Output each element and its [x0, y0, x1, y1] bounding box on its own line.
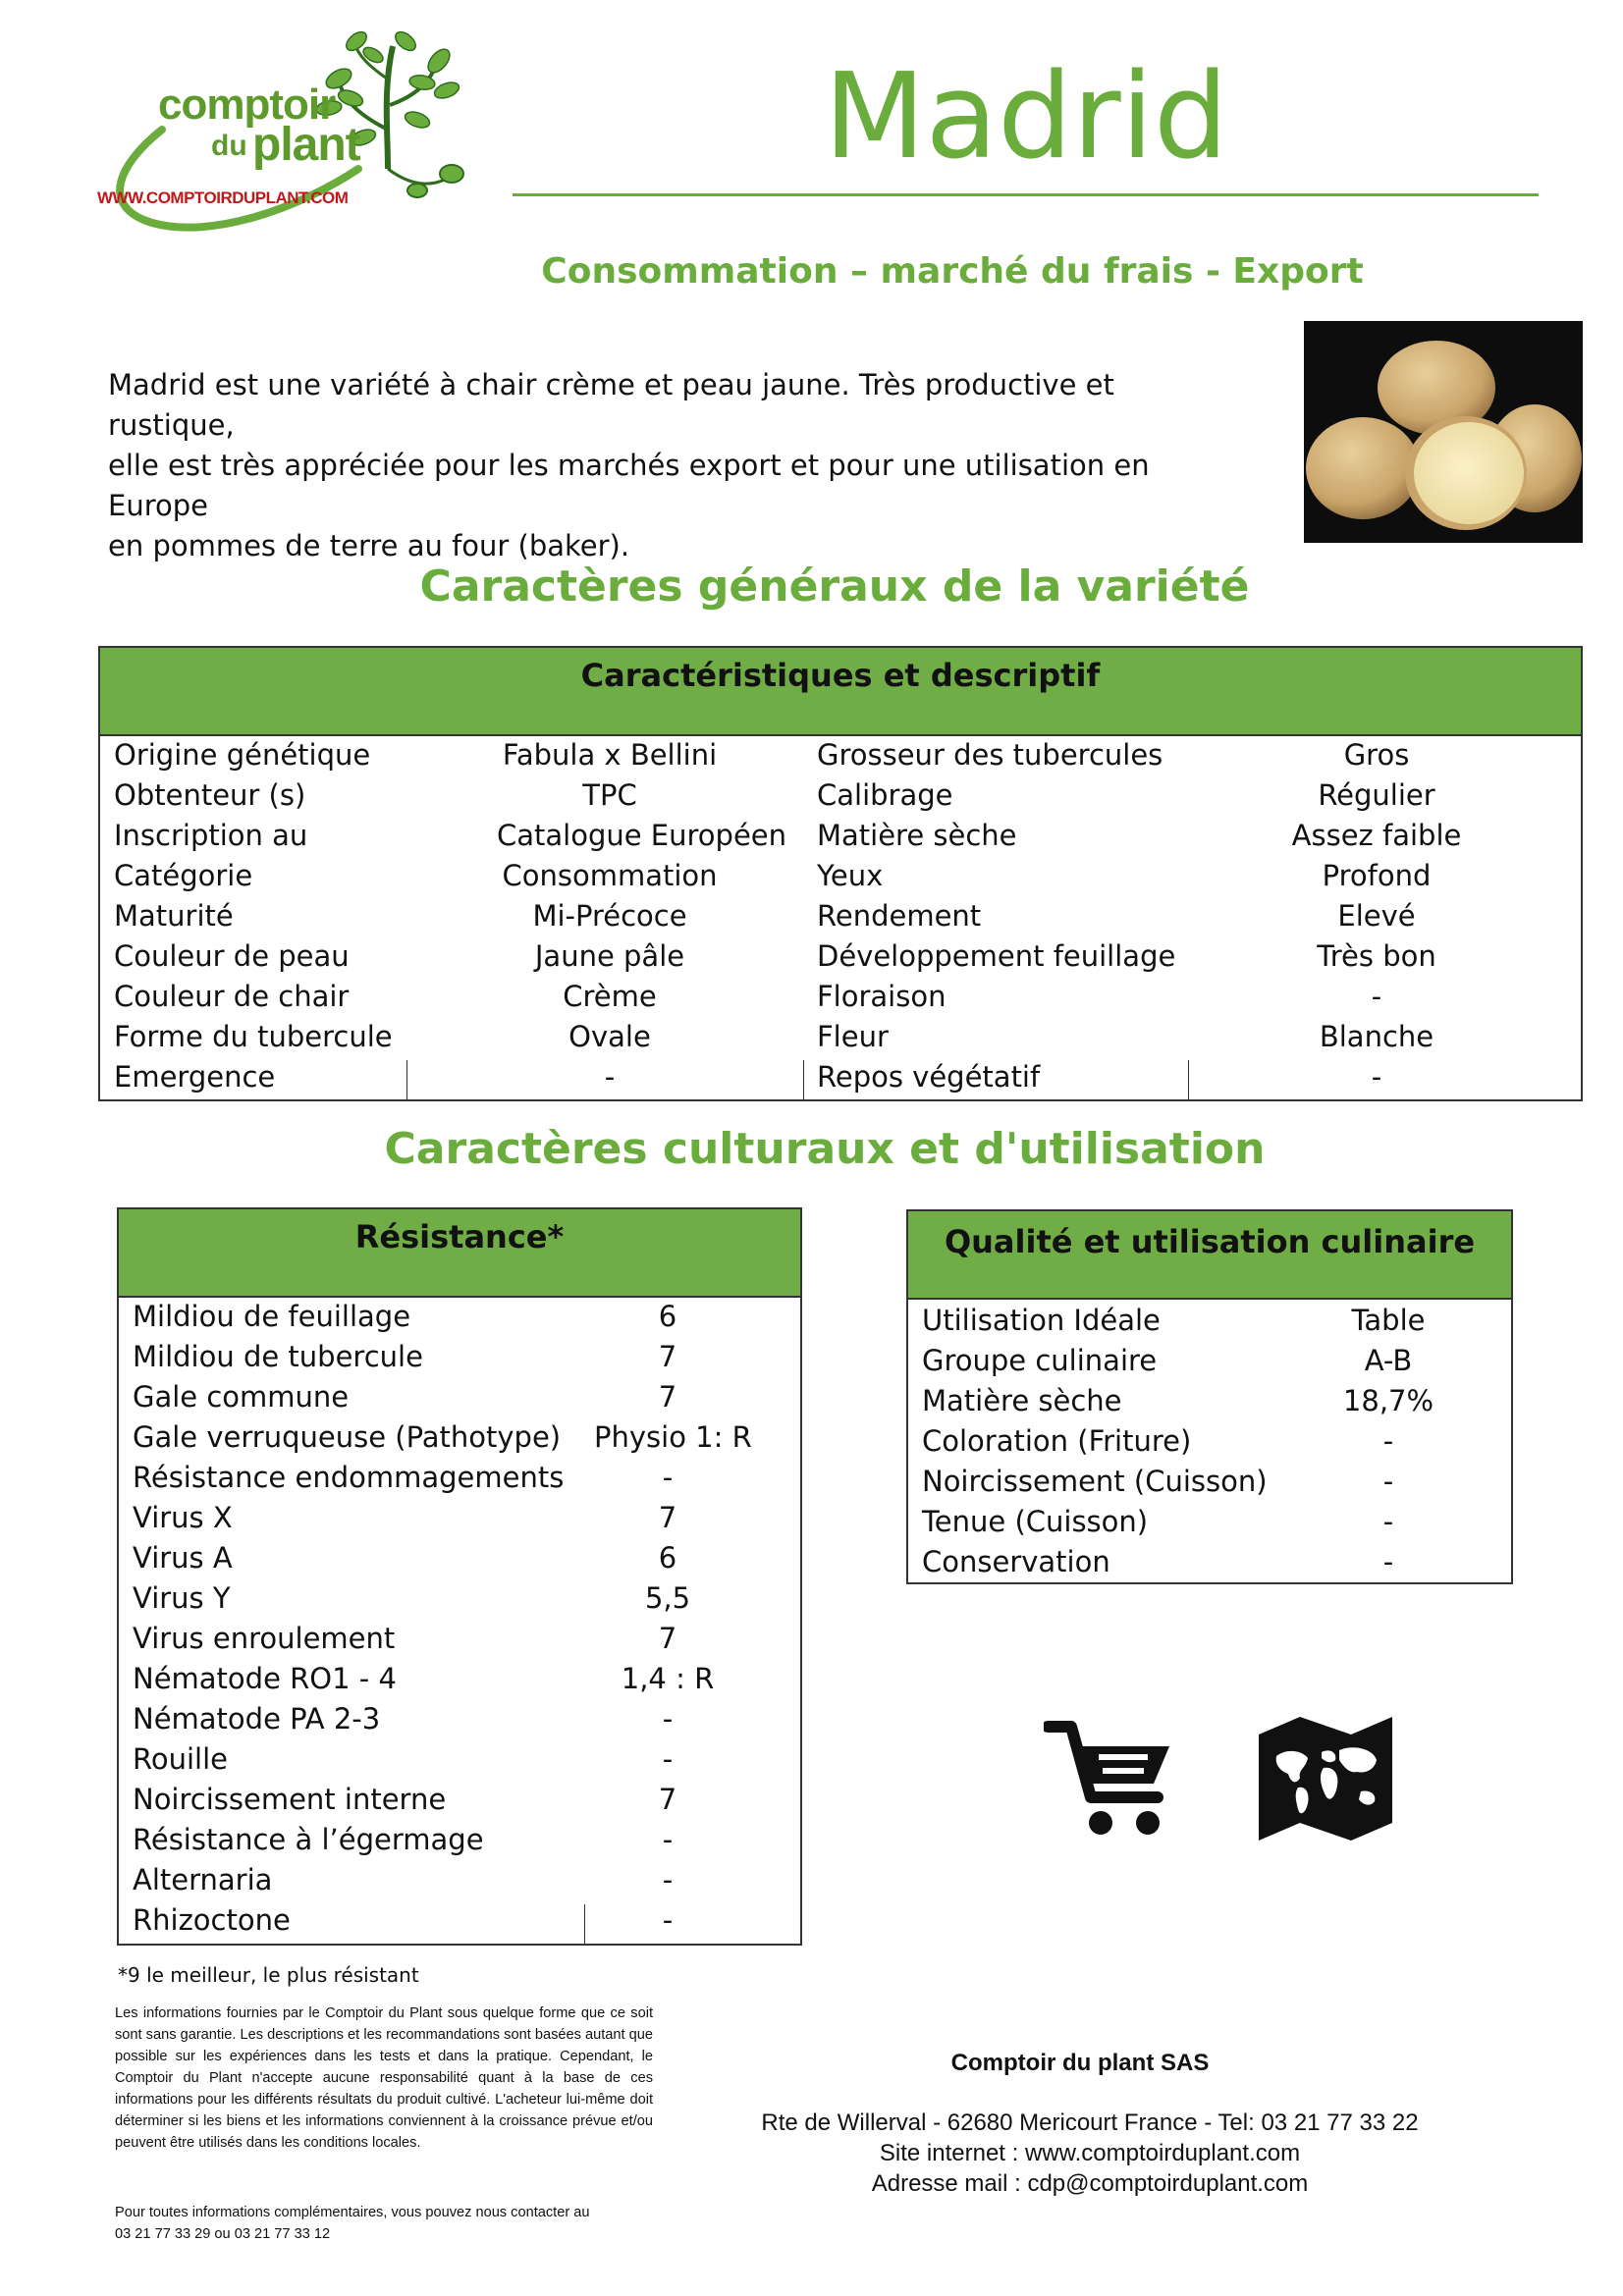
table-row — [817, 1020, 1573, 1060]
row-value: 1,4 : R — [621, 1662, 715, 1695]
contact-note — [115, 2202, 665, 2245]
row-label: Groupe culinaire — [922, 1344, 1158, 1377]
row-value: - — [604, 1060, 616, 1094]
row-value: - — [662, 1823, 674, 1856]
section-heading-general: Caractères généraux de la variété — [419, 561, 1250, 612]
row-value: 6 — [658, 1541, 677, 1575]
table-row — [922, 1545, 1501, 1585]
page-title: Madrid — [823, 49, 1229, 186]
page-subtitle: Consommation – marché du frais - Export — [541, 251, 1364, 292]
resistance-table-body — [133, 1300, 790, 1944]
table-row — [114, 738, 801, 778]
table-row — [114, 859, 801, 899]
company-contact-block — [687, 2108, 1492, 2199]
row-value: Crème — [563, 980, 657, 1013]
row-value: - — [662, 1702, 674, 1735]
row-value: Catalogue Européen — [497, 819, 787, 852]
table-row — [133, 1501, 790, 1541]
row-label: Résistance endommagements — [133, 1461, 565, 1494]
logo-url: WWW.COMPTOIRDUPLANT.COM — [97, 188, 349, 207]
row-label: Développement feuillage — [817, 939, 1176, 973]
row-value: - — [662, 1742, 674, 1776]
table-row — [133, 1863, 790, 1903]
row-value: 6 — [658, 1300, 677, 1333]
table-row — [922, 1344, 1501, 1384]
table-row — [133, 1541, 790, 1581]
row-label: Calibrage — [817, 778, 953, 812]
row-label: Forme du tubercule — [114, 1020, 393, 1053]
section-heading-cultural: Caractères culturaux et d'utilisation — [384, 1124, 1266, 1174]
culinary-quality-table — [906, 1209, 1513, 1584]
row-label: Nématode PA 2-3 — [133, 1702, 381, 1735]
row-value: 7 — [658, 1783, 677, 1816]
table-row — [133, 1420, 790, 1461]
row-value: - — [1382, 1465, 1394, 1498]
general-characteristics-table — [98, 646, 1583, 1101]
row-label: Noircissement interne — [133, 1783, 447, 1816]
row-label: Rouille — [133, 1742, 228, 1776]
table-row — [133, 1903, 790, 1944]
row-label: Couleur de peau — [114, 939, 350, 973]
row-label: Inscription au — [114, 819, 308, 852]
table-row — [114, 980, 801, 1020]
row-label: Obtenteur (s) — [114, 778, 306, 812]
row-label: Noircissement (Cuisson) — [922, 1465, 1268, 1498]
row-value: Assez faible — [1291, 819, 1462, 852]
table-row — [817, 819, 1573, 859]
row-value: Ovale — [568, 1020, 651, 1053]
logo-word-plant: plant — [252, 119, 360, 171]
table-row — [133, 1622, 790, 1662]
logo-word-comptoir: comptoir — [158, 80, 336, 129]
table-row — [922, 1384, 1501, 1424]
disclaimer-text: Les informations fournies par le Comptoir du Plant sous quelque forme que ce soit sont sans garantie. Les descriptions et les recommandations sont basées autant que possible sur les expériences dans les tests et dans la pratique. Cependant, le Comptoir du Plant n'accepte aucune responsabilité quant à la base de ces informations pour les différents résultats du produit cultivé. L'acheteur lui-même doit déterminer si les biens et les informations conviennent à la croissance prévue et/ou peuvent être utilisés dans les conditions locales. — [115, 2005, 653, 2151]
table-row — [133, 1783, 790, 1823]
table-row — [922, 1465, 1501, 1505]
table-row — [133, 1662, 790, 1702]
row-label: Mildiou de tubercule — [133, 1340, 423, 1373]
row-label: Floraison — [817, 980, 947, 1013]
row-label: Virus X — [133, 1501, 233, 1534]
row-value: - — [662, 1903, 674, 1937]
table-row — [114, 939, 801, 980]
cart-icon — [1044, 1713, 1181, 1845]
row-value: 7 — [658, 1501, 677, 1534]
row-label: Repos végétatif — [817, 1060, 1041, 1094]
general-right-column — [817, 738, 1573, 1100]
row-value: Table — [1351, 1304, 1426, 1337]
row-label: Origine génétique — [114, 738, 371, 772]
row-value: - — [1382, 1505, 1394, 1538]
row-value: 7 — [658, 1622, 677, 1655]
table-row — [133, 1340, 790, 1380]
row-label: Résistance à l’égermage — [133, 1823, 484, 1856]
row-label: Catégorie — [114, 859, 253, 892]
row-value: Jaune pâle — [534, 939, 685, 973]
column-divider — [803, 1060, 804, 1099]
row-label: Mildiou de feuillage — [133, 1300, 411, 1333]
column-divider — [1188, 1060, 1189, 1099]
description-line: elle est très appréciée pour les marchés export et pour une utilisation en Europe — [108, 449, 1150, 522]
row-label: Grosseur des tubercules — [817, 738, 1163, 772]
table-row — [133, 1823, 790, 1863]
table-row — [133, 1380, 790, 1420]
row-label: Gale commune — [133, 1380, 350, 1414]
company-address: Rte de Willerval - 62680 Mericourt France - Tel: 03 21 77 33 22 — [761, 2109, 1419, 2136]
row-label: Matière sèche — [922, 1384, 1122, 1417]
row-value: 5,5 — [644, 1581, 691, 1615]
row-value: Physio 1: R — [594, 1420, 752, 1454]
potato-photo — [1304, 321, 1583, 543]
table-row — [817, 939, 1573, 980]
table-row — [817, 899, 1573, 939]
row-value: Profond — [1322, 859, 1432, 892]
table-row — [114, 1020, 801, 1060]
row-value: - — [662, 1461, 674, 1494]
row-value: - — [662, 1863, 674, 1896]
resistance-table — [117, 1207, 802, 1946]
row-value: Gros — [1343, 738, 1410, 772]
general-left-column — [114, 738, 801, 1100]
table-row — [922, 1304, 1501, 1344]
table-row — [114, 1060, 801, 1100]
resistance-footnote: *9 le meilleur, le plus résistant — [118, 1963, 419, 1987]
quality-table-body — [922, 1304, 1501, 1585]
table-row — [133, 1742, 790, 1783]
row-label: Utilisation Idéale — [922, 1304, 1161, 1337]
row-label: Rhizoctone — [133, 1903, 291, 1937]
table-row — [133, 1300, 790, 1340]
table-row — [817, 980, 1573, 1020]
row-value: Mi-Précoce — [532, 899, 687, 933]
row-value: Blanche — [1319, 1020, 1434, 1053]
world-map-icon — [1255, 1713, 1397, 1845]
row-label: Matière sèche — [817, 819, 1017, 852]
row-label: Gale verruqueuse (Pathotype) — [133, 1420, 562, 1454]
table-header: Résistance* — [119, 1209, 800, 1298]
row-value: - — [1371, 1060, 1382, 1094]
row-value: 7 — [658, 1340, 677, 1373]
row-label: Couleur de chair — [114, 980, 350, 1013]
table-row — [114, 778, 801, 819]
row-label: Virus A — [133, 1541, 233, 1575]
row-label: Rendement — [817, 899, 982, 933]
row-value: TPC — [582, 778, 637, 812]
row-label: Coloration (Friture) — [922, 1424, 1192, 1458]
row-value: Fabula x Bellini — [502, 738, 718, 772]
company-email[interactable]: Adresse mail : cdp@comptoirduplant.com — [871, 2170, 1309, 2197]
row-label: Yeux — [817, 859, 884, 892]
row-label: Emergence — [114, 1060, 276, 1094]
row-value: - — [1382, 1545, 1394, 1578]
column-divider — [406, 1060, 407, 1099]
row-label: Conservation — [922, 1545, 1110, 1578]
description-line: Madrid est une variété à chair crème et peau jaune. Très productive et rustique, — [108, 368, 1114, 442]
row-value: Très bon — [1317, 939, 1436, 973]
row-label: Maturité — [114, 899, 234, 933]
row-label: Virus enroulement — [133, 1622, 396, 1655]
table-row — [133, 1702, 790, 1742]
row-label: Fleur — [817, 1020, 889, 1053]
table-row — [133, 1461, 790, 1501]
table-row — [817, 1060, 1573, 1100]
table-row — [817, 859, 1573, 899]
contact-note-line: Pour toutes informations complémentaires, vous pouvez nous contacter au — [115, 2205, 590, 2220]
row-value: A-B — [1364, 1344, 1413, 1377]
logo-word-du: du — [211, 130, 247, 162]
variety-description — [108, 365, 1198, 566]
description-line: en pommes de terre au four (baker). — [108, 529, 630, 562]
title-divider — [513, 193, 1539, 196]
row-value: Elevé — [1337, 899, 1416, 933]
company-logo — [93, 22, 506, 252]
row-label: Nématode RO1 - 4 — [133, 1662, 397, 1695]
table-row — [114, 819, 801, 859]
column-divider — [584, 1904, 585, 1944]
company-website[interactable]: Site internet : www.comptoirduplant.com — [879, 2140, 1301, 2166]
table-row — [922, 1505, 1501, 1545]
table-header: Caractéristiques et descriptif — [100, 648, 1581, 736]
contact-note-phones: 03 21 77 33 29 ou 03 21 77 33 12 — [115, 2226, 331, 2242]
row-value: 7 — [658, 1380, 677, 1414]
row-value: Régulier — [1318, 778, 1435, 812]
company-name: Comptoir du plant SAS — [950, 2050, 1210, 2076]
table-row — [133, 1581, 790, 1622]
row-value: - — [1382, 1424, 1394, 1458]
table-row — [922, 1424, 1501, 1465]
table-row — [817, 738, 1573, 778]
table-row — [114, 899, 801, 939]
row-label: Alternaria — [133, 1863, 273, 1896]
table-row — [817, 778, 1573, 819]
row-value: 18,7% — [1342, 1384, 1434, 1417]
row-label: Tenue (Cuisson) — [922, 1505, 1149, 1538]
row-label: Virus Y — [133, 1581, 231, 1615]
table-header: Qualité et utilisation culinaire — [908, 1211, 1511, 1300]
row-value: Consommation — [502, 859, 718, 892]
row-value: - — [1371, 980, 1382, 1013]
